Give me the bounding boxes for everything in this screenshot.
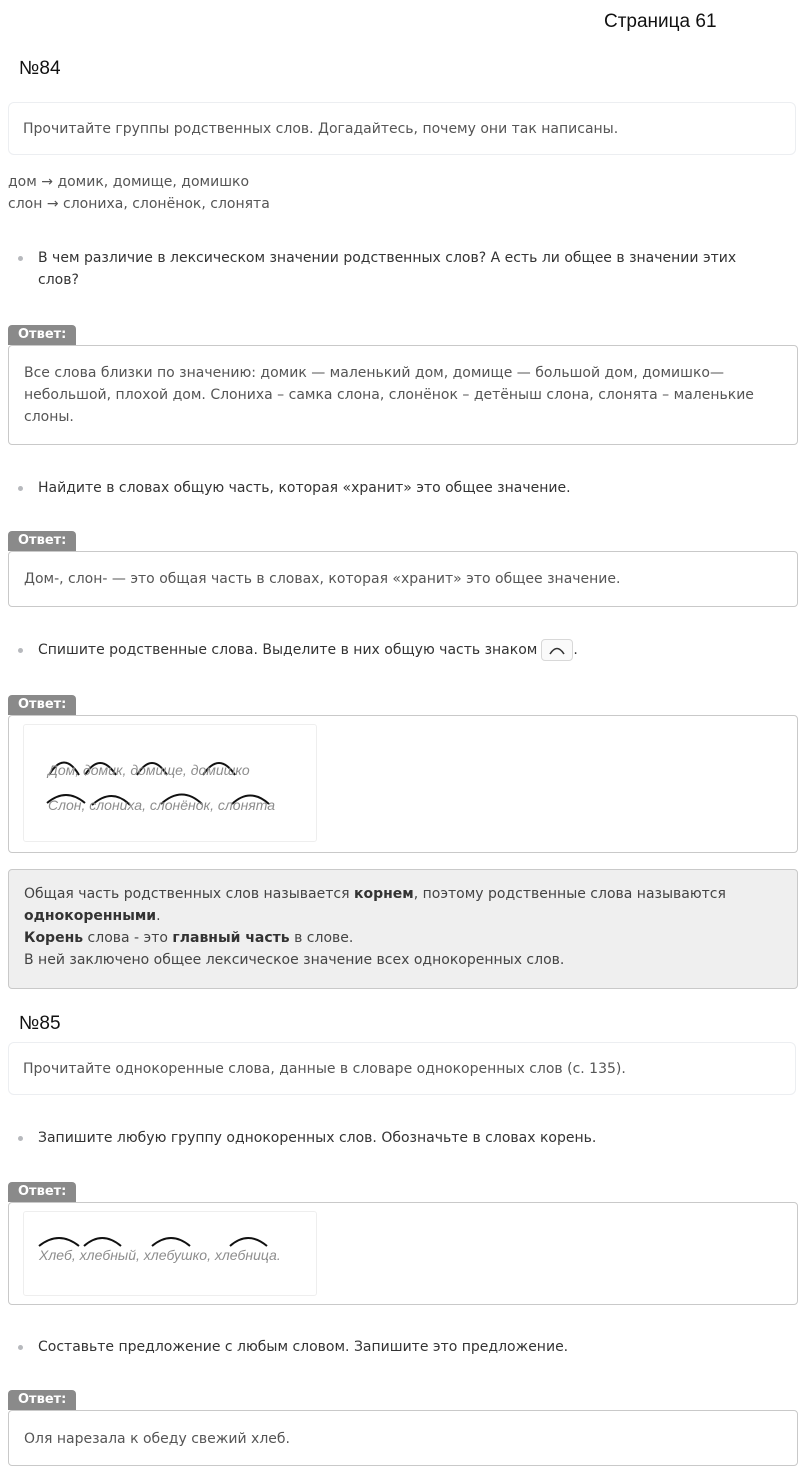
bullet-icon [18, 486, 23, 491]
answer-label: Ответ: [8, 325, 76, 345]
answer-box-1 [8, 345, 798, 445]
bullet-icon [18, 1345, 23, 1350]
question-5 [18, 1336, 778, 1358]
answer-text: Все слова близки по значению: домик — маленький дом, домище — большой дом, домишко— небольшой, плохой дом. Слониха – самка слона, слонёнок – детёныш слона, слонята – маленькие слоны. [24, 365, 754, 425]
answer-text: Дом-, слон- — это общая часть в словах, которая «хранит» это общее значение. [24, 571, 621, 587]
question-1 [18, 247, 778, 291]
answer-text: Оля нарезала к обеду свежий хлеб. [24, 1431, 290, 1447]
rule-line-1: Общая часть родственных слов называется корнем, поэтому родственные слова называются однокоренными. [24, 886, 726, 924]
bullet-icon [18, 256, 23, 261]
rule-line-3: В ней заключено общее лексическое значение всех однокоренных слов. [24, 952, 565, 968]
handwriting-card [23, 1211, 317, 1296]
task-number-84: №84 [19, 58, 61, 79]
question-text-part: Спишите родственные слова. Выделите в них общую часть знаком [38, 642, 538, 658]
question-3 [18, 639, 778, 661]
root-arc-symbol-icon [541, 639, 573, 661]
answer-box-2 [8, 551, 798, 607]
task-instruction-text: Прочитайте однокоренные слова, данные в словаре однокоренных слов (с. 135). [23, 1060, 626, 1077]
question-text [18, 639, 778, 661]
question-text: В чем различие в лексическом значении родственных слов? А есть ли общее в значении этих слов? [38, 250, 737, 288]
question-text: Запишите любую группу однокоренных слов. Обозначьте в словах корень. [38, 1130, 597, 1146]
word-group-slon: слон → слониха, слонёнок, слонята [8, 196, 270, 212]
page-title: Страница 61 [604, 11, 717, 32]
answer-label: Ответ: [8, 531, 76, 551]
handwriting-line: Хлеб, хлебный, хлебушко, хлебница. [39, 1247, 281, 1263]
answer-box-4 [8, 1202, 798, 1305]
question-2 [18, 477, 778, 499]
question-text: Составьте предложение с любым словом. Запишите это предложение. [38, 1339, 569, 1355]
handwriting-line-2: Слон, слониха, слонёнок, слонята [48, 797, 276, 813]
answer-label: Ответ: [8, 1182, 76, 1202]
handwriting-card [23, 724, 317, 842]
answer-label: Ответ: [8, 695, 76, 715]
question-4 [18, 1127, 778, 1149]
task-number-85: №85 [19, 1013, 61, 1034]
rule-note [8, 869, 798, 989]
task-instruction-text: Прочитайте группы родственных слов. Догадайтесь, почему они так написаны. [23, 120, 619, 137]
handwriting-line-1: Дом, домик, домище, домишко [48, 762, 250, 778]
word-groups [8, 171, 270, 215]
root-arcs-icon [24, 725, 316, 841]
answer-box-3 [8, 715, 798, 853]
question-text-end: . [573, 642, 578, 658]
rule-line-2: Корень слова - это главный часть в слове. [24, 930, 354, 946]
task-instruction-85 [8, 1042, 796, 1095]
task-instruction-84 [8, 102, 796, 155]
word-group-dom: дом → домик, домище, домишко [8, 174, 250, 190]
question-text: Найдите в словах общую часть, которая «хранит» это общее значение. [38, 480, 571, 496]
bullet-icon [18, 648, 23, 653]
answer-box-5 [8, 1410, 798, 1466]
answer-label: Ответ: [8, 1390, 76, 1410]
bullet-icon [18, 1136, 23, 1141]
